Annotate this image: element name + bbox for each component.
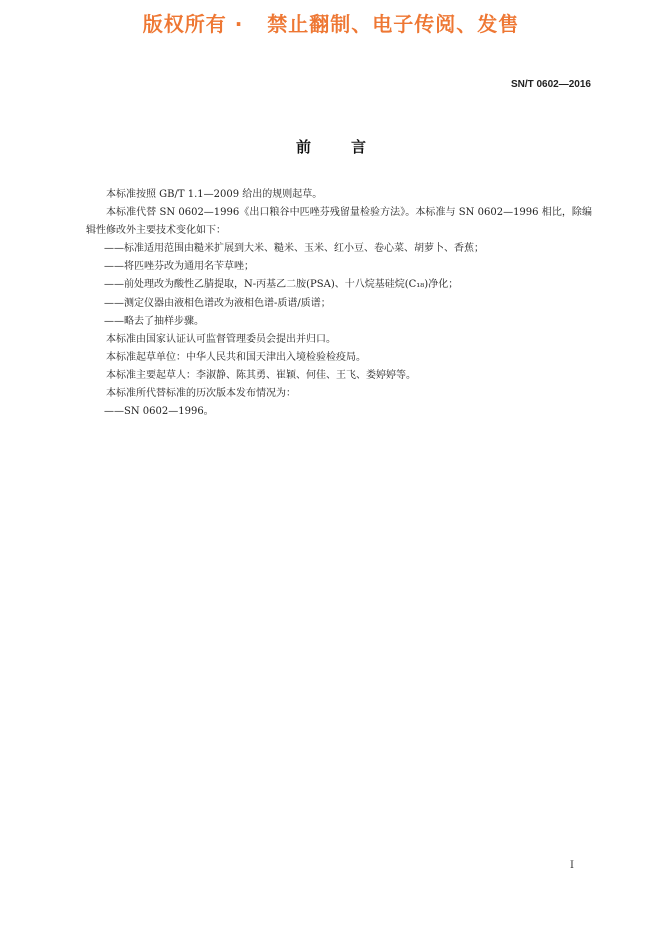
foreword-body [86,186,592,421]
copyright-watermark: 版权所有 · 禁止翻制、电子传阅、发售 [142,12,520,36]
paragraph-drafting-rules: 本标准按照 GB/T 1.1—2009 给出的规则起草。 [106,189,323,200]
paragraph-drafting-unit: 本标准起草单位：中华人民共和国天津出入境检验检疫局。 [106,351,366,363]
change-item-scope: ——标准适用范围由糙米扩展到大米、糙米、玉米、红小豆、卷心菜、胡萝卜、香蕉； [104,243,484,255]
paragraph-history: 本标准所代替标准的历次版本发布情况为： [106,388,296,400]
paragraph-drafters: 本标准主要起草人：李淑静、陈其勇、崔颖、何佳、王飞、娄婷婷等。 [106,369,416,381]
standard-code: SN/T 0602—2016 [510,79,591,90]
history-item: ——SN 0602—1996。 [104,406,214,418]
paragraph-replacement: 本标准代替 SN 0602—1996《出口粮谷中匹唑芬残留量检验方法》。本标准与 SN 0602—1996 相比，除编辑性修改外主要技术变化如下： [86,207,592,237]
paragraph-proposed-by: 本标准由国家认证认可监督管理委员会提出并归口。 [106,333,336,345]
change-item-sampling: ——略去了抽样步骤。 [104,315,204,327]
change-item-instrument: ——测定仪器由液相色谱改为液相色谱-质谱/质谱； [104,297,331,309]
page-number: I [570,860,574,871]
page-title: 前言 [295,138,406,156]
change-item-name: ——将匹唑芬改为通用名苄草唑； [104,261,254,273]
change-item-pretreatment: ——前处理改为酸性乙腈提取，N-丙基乙二胺(PSA)、十八烷基硅烷(C₁₈)净化； [104,279,459,291]
